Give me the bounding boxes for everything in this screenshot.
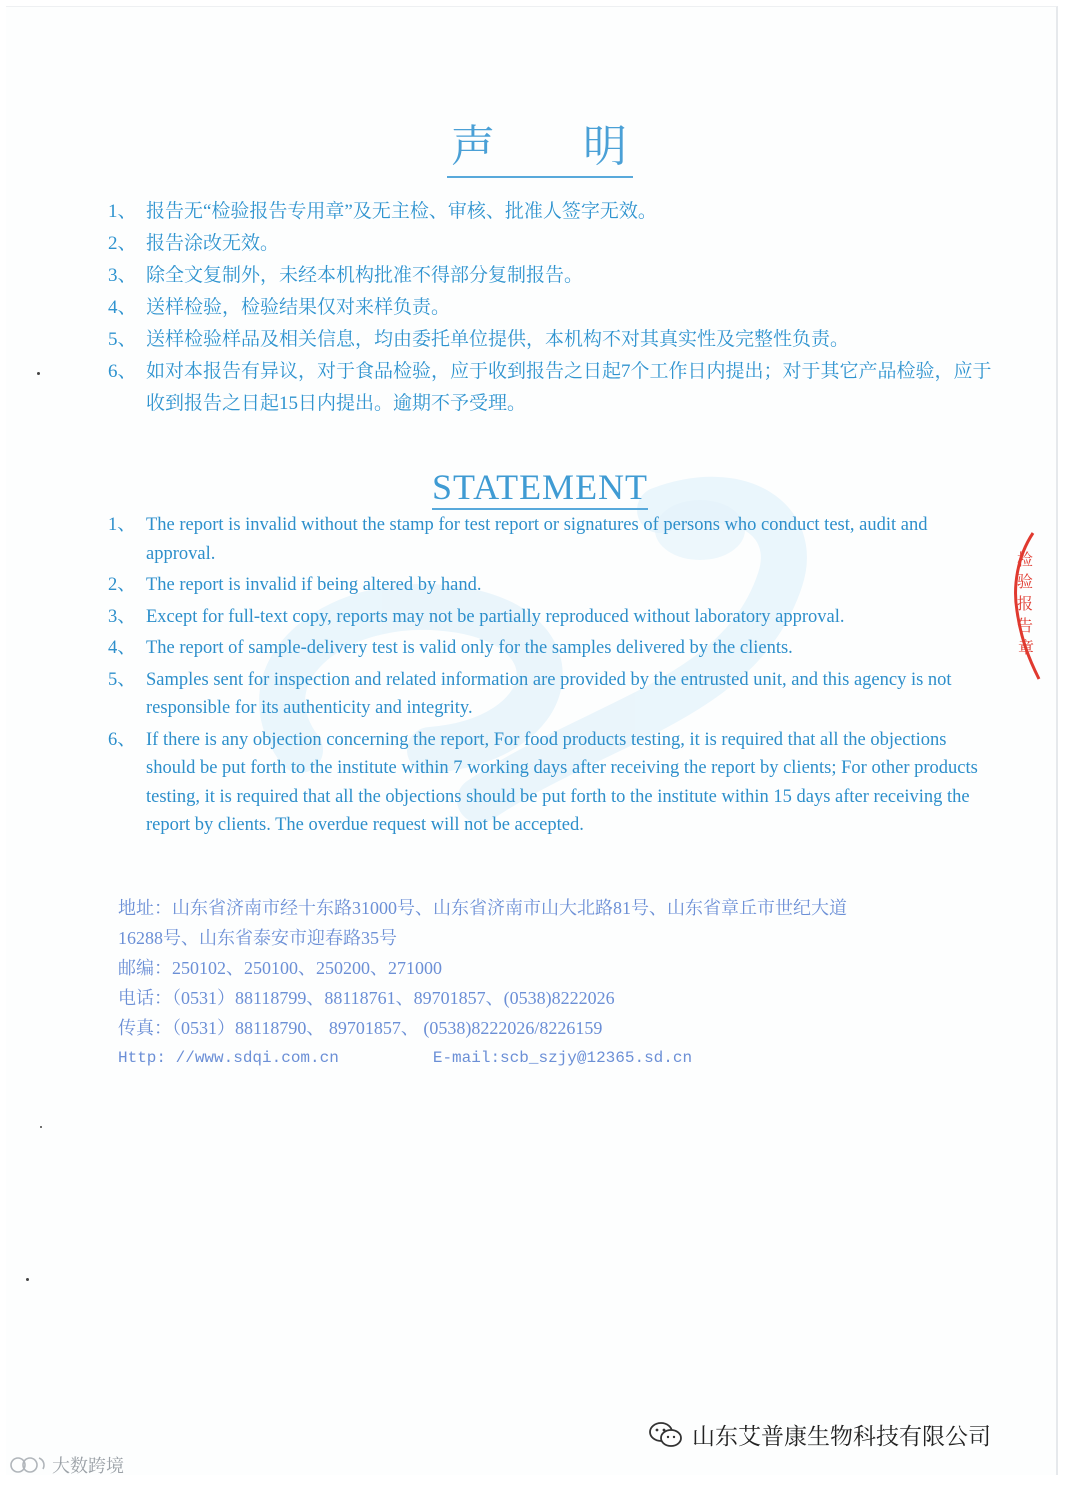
svg-text:检: 检 [1017, 550, 1034, 569]
item-number: 4、 [108, 638, 136, 658]
list-item [108, 228, 1008, 260]
email-link[interactable]: E-mail:scb_szjy@12365.sd.cn [432, 1049, 693, 1067]
item-text: The report of sample-delivery test is valid only for the samples delivered by the clients. [146, 638, 793, 658]
item-text: Except for full-text copy, reports may not be partially reproduced without laboratory approval. [146, 606, 845, 627]
list-item [108, 511, 978, 568]
item-number: 3、 [108, 606, 136, 627]
en-statement-list [108, 511, 978, 843]
item-text: If there is any objection concerning the report, For food products testing, it is required that all the objections should be put forth to the institute within 7 working days after receiving the report by clients; For other products testing, it is required that all the objections should be put forth to the institute within 15 days after receiving the report by clients. The overdue request will not be accepted. [146, 729, 978, 835]
svg-text:报: 报 [1017, 594, 1034, 613]
item-number: 2、 [108, 233, 137, 254]
item-number: 5、 [108, 669, 136, 690]
cn-statement-list [108, 196, 1008, 420]
fax: 传真：（0531）88118790、 89701857、 (0538)8222026/8226159 [118, 1018, 603, 1038]
cn-title-right: 明 [583, 122, 629, 171]
item-text: 报告涂改无效。 [146, 233, 280, 254]
item-number: 3、 [108, 265, 137, 286]
phone: 电话：（0531）88118799、88118761、89701857、(0538)8222026 [118, 988, 615, 1008]
speck [26, 1278, 29, 1281]
list-item [108, 634, 978, 663]
list-item [108, 726, 978, 840]
wechat-icon [648, 1420, 684, 1450]
speck [37, 372, 40, 375]
site-logo-text: 大数跨境 [52, 1456, 124, 1477]
site-watermark [8, 1452, 124, 1478]
item-text: 送样检验，检验结果仅对来样负责。 [146, 297, 451, 318]
contact-block [118, 893, 1018, 1073]
list-item [108, 292, 1008, 324]
address-line: 16288号、山东省泰安市迎春路35号 [118, 928, 397, 948]
list-item [108, 603, 978, 632]
website-link[interactable]: Http: //www.sdqi.com.cn [118, 1049, 339, 1067]
speck [40, 1126, 42, 1128]
svg-text:章: 章 [1018, 638, 1035, 657]
account-name: 山东艾普康生物科技有限公司 [692, 1424, 991, 1450]
list-item [108, 666, 978, 723]
item-number: 2、 [108, 575, 136, 595]
item-number: 6、 [108, 729, 136, 750]
item-number: 1、 [108, 201, 137, 222]
en-title [0, 466, 1080, 508]
svg-text:验: 验 [1017, 572, 1034, 591]
item-text: Samples sent for inspection and related information are provided by the entrusted unit, and this agency is not responsible for its authenticity and integrity. [146, 669, 952, 718]
item-number: 4、 [108, 297, 137, 318]
list-item [108, 571, 978, 600]
address-line: 地址：山东省济南市经十东路31000号、山东省济南市山大北路81号、山东省章丘市世纪大道 [118, 898, 847, 918]
en-title-text: STATEMENT [432, 467, 648, 510]
web-links [118, 1043, 1018, 1073]
cn-title-left: 声 [451, 122, 497, 171]
list-item [108, 356, 1008, 420]
item-text: 除全文复制外，未经本机构批准不得部分复制报告。 [146, 265, 584, 286]
seal-stamp-icon [1003, 527, 1051, 687]
list-item [108, 324, 1008, 356]
item-text: The report is invalid if being altered by hand. [146, 575, 482, 595]
weibo-style-logo-icon [8, 1454, 48, 1476]
wechat-account-tag [648, 1418, 991, 1451]
item-text: The report is invalid without the stamp for test report or signatures of persons who conduct test, audit and approval. [146, 515, 928, 564]
item-text: 如对本报告有异议，对于食品检验，应于收到报告之日起7个工作日内提出；对于其它产品检验，应于收到报告之日起15日内提出。逾期不予受理。 [146, 361, 992, 414]
item-number: 5、 [108, 329, 137, 350]
svg-text:告: 告 [1017, 616, 1034, 635]
list-item [108, 260, 1008, 292]
item-number: 1、 [108, 515, 136, 535]
list-item [108, 196, 1008, 228]
item-text: 报告无“检验报告专用章”及无主检、审核、批准人签字无效。 [146, 201, 657, 222]
postcode: 邮编：250102、250100、250200、271000 [118, 958, 442, 978]
cn-title [0, 118, 1080, 178]
item-text: 送样检验样品及相关信息，均由委托单位提供，本机构不对其真实性及完整性负责。 [146, 329, 850, 350]
item-number: 6、 [108, 361, 137, 382]
